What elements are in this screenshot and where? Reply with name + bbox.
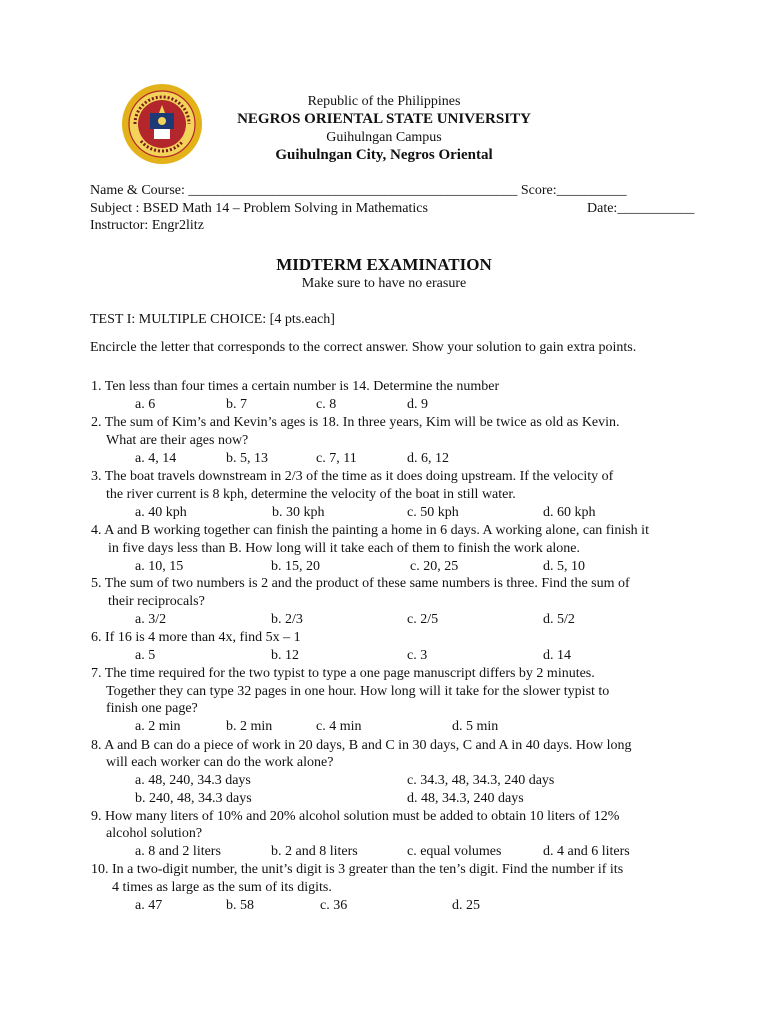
option-10d: d. 25 xyxy=(452,898,480,913)
option-3c: c. 50 kph xyxy=(407,505,459,520)
question-3-cont: the river current is 8 kph, determine the velocity of the boat in still water. xyxy=(106,487,516,502)
option-10c: c. 36 xyxy=(320,898,348,913)
option-4a: a. 10, 15 xyxy=(135,559,184,574)
option-9d: d. 4 and 6 liters xyxy=(543,844,630,859)
question-9-cont: alcohol solution? xyxy=(106,826,203,841)
option-1b: b. 7 xyxy=(226,397,247,412)
subject-line: Subject : BSED Math 14 – Problem Solving in Mathematics xyxy=(90,201,428,216)
option-1c: c. 8 xyxy=(316,397,337,412)
option-8d: d. 48, 34.3, 240 days xyxy=(407,791,524,806)
question-8: 8. A and B can do a piece of work in 20 days, B and C in 30 days, C and A in 40 days. How long xyxy=(91,738,632,753)
option-2a: a. 4, 14 xyxy=(135,451,177,466)
option-5c: c. 2/5 xyxy=(407,612,439,627)
option-6c: c. 3 xyxy=(407,648,428,663)
question-10: 10. In a two-digit number, the unit’s digit is 3 greater than the ten’s digit. Find the number if its xyxy=(91,862,624,877)
exam-subtitle: Make sure to have no erasure xyxy=(301,276,467,291)
option-4c: c. 20, 25 xyxy=(410,559,459,574)
option-5b: b. 2/3 xyxy=(271,612,303,627)
header-republic: Republic of the Philippines xyxy=(307,94,461,109)
option-2b: b. 5, 13 xyxy=(226,451,268,466)
question-3: 3. The boat travels downstream in 2/3 of the time as it does doing upstream. If the velocity of xyxy=(91,469,614,484)
question-9: 9. How many liters of 10% and 20% alcohol solution must be added to obtain 10 liters of 12% xyxy=(91,809,620,824)
header-campus: Guihulngan Campus xyxy=(326,130,442,145)
option-6a: a. 5 xyxy=(135,648,156,663)
question-7: 7. The time required for the two typist to type a one page manuscript differs by 2 minutes. xyxy=(91,666,595,681)
option-2d: d. 6, 12 xyxy=(407,451,449,466)
question-4: 4. A and B working together can finish the painting a home in 6 days. A working alone, can finish it xyxy=(91,523,649,538)
option-8b: b. 240, 48, 34.3 days xyxy=(135,791,252,806)
option-1d: d. 9 xyxy=(407,397,428,412)
option-3d: d. 60 kph xyxy=(543,505,596,520)
option-1a: a. 6 xyxy=(135,397,156,412)
question-6: 6. If 16 is 4 more than 4x, find 5x – 1 xyxy=(91,630,301,645)
exam-title: MIDTERM EXAMINATION xyxy=(276,255,492,274)
question-1: 1. Ten less than four times a certain number is 14. Determine the number xyxy=(91,379,500,394)
option-4d: d. 5, 10 xyxy=(543,559,585,574)
question-2: 2. The sum of Kim’s and Kevin’s ages is 18. In three years, Kim will be twice as old as Kevin. xyxy=(91,415,620,430)
question-8-cont: will each worker can do the work alone? xyxy=(106,755,334,770)
name-course-field: Name & Course: _______________________________________________ Score:__________ xyxy=(90,183,627,198)
option-7c: c. 4 min xyxy=(316,719,362,734)
option-8a: a. 48, 240, 34.3 days xyxy=(135,773,251,788)
question-4-cont: in five days less than B. How long will it take each of them to finish the work alone. xyxy=(108,541,581,556)
question-2-cont: What are their ages now? xyxy=(106,433,249,448)
option-6b: b. 12 xyxy=(271,648,299,663)
option-9b: b. 2 and 8 liters xyxy=(271,844,358,859)
instructions: Encircle the letter that corresponds to the correct answer. Show your solution to gain extra points. xyxy=(90,340,637,355)
option-10b: b. 58 xyxy=(226,898,254,913)
option-3a: a. 40 kph xyxy=(135,505,187,520)
question-10-cont: 4 times as large as the sum of its digits. xyxy=(112,880,332,895)
option-6d: d. 14 xyxy=(543,648,571,663)
option-7b: b. 2 min xyxy=(226,719,273,734)
option-9a: a. 8 and 2 liters xyxy=(135,844,221,859)
question-5-cont: their reciprocals? xyxy=(108,594,205,609)
option-3b: b. 30 kph xyxy=(272,505,325,520)
question-5: 5. The sum of two numbers is 2 and the product of these same numbers is three. Find the sum of xyxy=(91,576,630,591)
option-2c: c. 7, 11 xyxy=(316,451,357,466)
header-university: NEGROS ORIENTAL STATE UNIVERSITY xyxy=(237,111,531,127)
option-7a: a. 2 min xyxy=(135,719,181,734)
question-7-cont1: Together they can type 32 pages in one hour. How long will it take for the slower typist to xyxy=(106,684,610,699)
option-10a: a. 47 xyxy=(135,898,163,913)
test-label: TEST I: MULTIPLE CHOICE: [4 pts.each] xyxy=(90,312,335,327)
question-7-cont2: finish one page? xyxy=(106,701,198,716)
option-5d: d. 5/2 xyxy=(543,612,575,627)
option-8c: c. 34.3, 48, 34.3, 240 days xyxy=(407,773,555,788)
option-7d: d. 5 min xyxy=(452,719,499,734)
option-5a: a. 3/2 xyxy=(135,612,167,627)
header-city: Guihulngan City, Negros Oriental xyxy=(275,147,493,163)
option-9c: c. equal volumes xyxy=(407,844,502,859)
date-field: Date:___________ xyxy=(587,201,695,216)
option-4b: b. 15, 20 xyxy=(271,559,320,574)
instructor-line: Instructor: Engr2litz xyxy=(90,218,204,233)
